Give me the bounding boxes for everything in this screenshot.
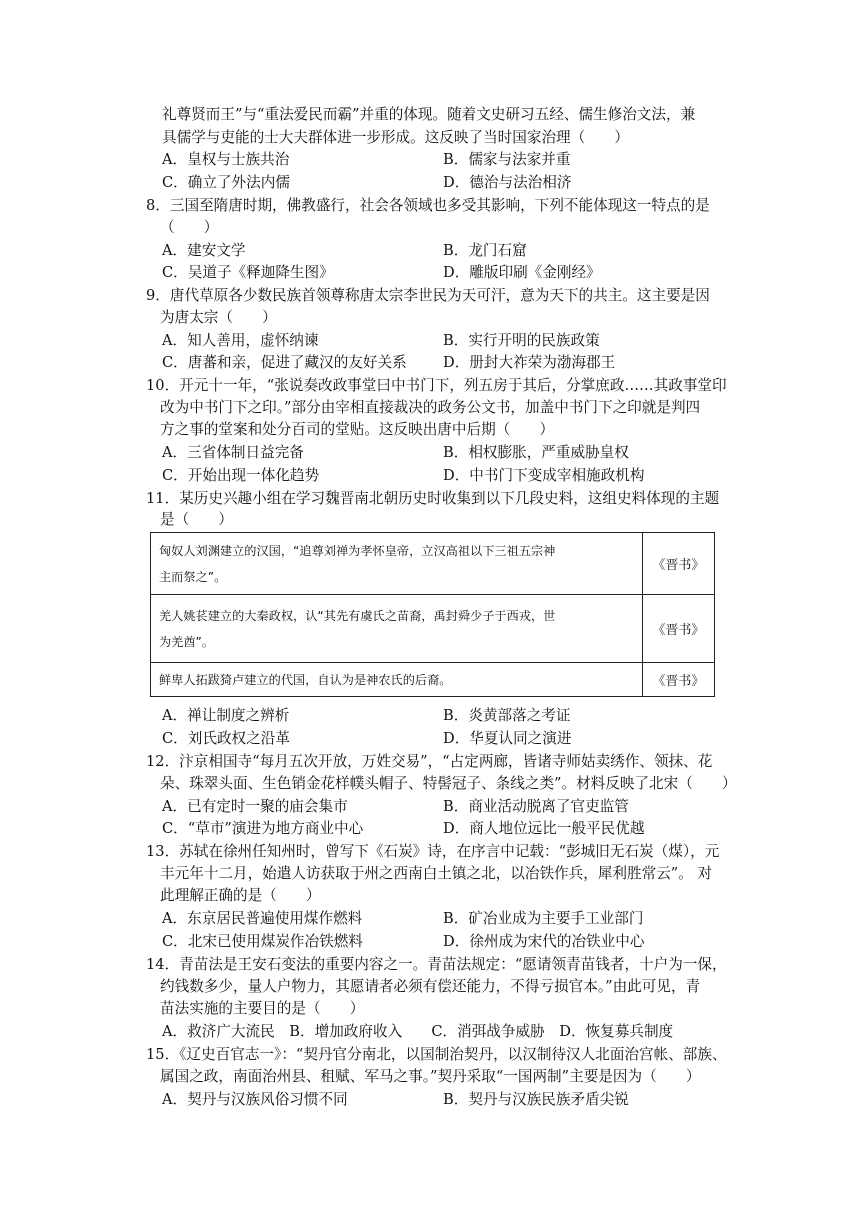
q9-line-1: 9．唐代草原各少数民族首领尊称唐太宗李世民为天可汗，意为天下的共主。这主要是因 [146,287,710,304]
source-text [151,663,643,697]
source-text-line: 匈奴人刘渊建立的汉国，“追尊刘禅为孝怀皇帝，立汉高祖以下三祖五宗神 [159,543,556,558]
q7-option-a: A．皇权与士族共治 [162,151,290,168]
q7-line-1: 礼尊贤而王”与“重法爱民而霸”并重的体现。随着文史研习五经、儒生修治文法，兼 [162,106,696,123]
table-row [151,595,715,663]
source-citation: 《晋书》 [642,595,714,663]
q7-option-d: D．德治与法治相济 [443,174,572,191]
q9-option-b: B．实行开明的民族政策 [443,332,600,349]
table-row [151,663,715,697]
q14-options: A．救济广大流民 B．增加政府收入 C．消弭战争威胁 D．恢复募兵制度 [162,1023,674,1040]
q11-line-1: 11．某历史兴趣小组在学习魏晋南北朝历史时收集到以下几段史料，这组史料体现的主题 [146,490,720,507]
q13-line-3: 此理解正确的是（ ） [160,887,321,904]
q14-line-3: 苗法实施的主要目的是（ ） [160,1000,365,1017]
q8-line-2: （ ） [160,219,219,236]
q9-line-2: 为唐太宗（ ） [160,309,277,326]
q7-line-2: 具儒学与吏能的士大夫群体进一步形成。这反映了当时国家治理（ ） [162,129,630,146]
q10-line-3: 方之事的堂案和处分百司的堂贴。这反映出唐中后期（ ） [160,421,555,438]
q13-option-c: C．北宋已使用煤炭作冶铁燃料 [162,933,363,950]
q12-option-b: B．商业活动脱离了官吏监管 [443,798,629,815]
q12-line-2: 朵、珠翠头面、生色销金花样幞头帽子、特髻冠子、条线之类”。材料反映了北宋（ ） [160,775,737,792]
q10-option-d: D．中书门下变成宰相施政机构 [443,467,645,484]
source-text-line: 鲜卑人拓跋猗卢建立的代国，自认为是神农氏的后裔。 [159,672,452,687]
q8-option-d: D．雕版印刷《金刚经》 [443,264,601,281]
source-text-line: 羌人姚苌建立的大秦政权，认“其先有虞氏之苗裔，禹封舜少子于西戎，世 [159,608,556,623]
q9-option-a: A．知人善用，虚怀纳谏 [162,332,319,349]
q13-option-a: A．东京居民普遍使用煤作燃料 [162,910,363,927]
q12-option-a: A．已有定时一聚的庙会集市 [162,798,348,815]
q10-option-a: A．三省体制日益完备 [162,444,304,461]
q15-line-2: 属国之政，南面治州县、租赋、军马之事。”契丹采取“一国两制”主要是因为（ ） [160,1068,701,1085]
q12-option-d: D．商人地位远比一般平民优越 [443,820,645,837]
q15-line-1: 15．《辽史百官志一》：“契丹官分南北，以国制治契丹，以汉制待汉人北面治宫帐、部族、 [146,1046,727,1063]
q13-line-2: 丰元年十二月，始遣人访获取于州之西南白土镇之北，以冶铁作兵，犀利胜常云”。 对 [160,865,713,882]
source-citation: 《晋书》 [642,533,714,595]
q11-option-d: D．华夏认同之演进 [443,730,572,747]
q13-option-b: B．矿冶业成为主要手工业部门 [443,910,644,927]
q7-option-b: B．儒家与法家并重 [443,151,571,168]
q13-option-d: D．徐州成为宋代的冶铁业中心 [443,933,645,950]
q8-option-a: A．建安文学 [162,242,246,259]
q14-line-1: 14．青苗法是王安石变法的重要内容之一。青苗法规定：“愿请领青苗钱者，十户为一保， [146,956,727,973]
q10-line-1: 10．开元十一年，“张说奏改政事堂曰中书门下，列五房于其后，分掌庶政……其政事堂印 [146,377,727,394]
source-citation: 《晋书》 [642,663,714,697]
q15-option-b: B．契丹与汉族民族矛盾尖锐 [443,1091,629,1108]
q11-option-b: B．炎黄部落之考证 [443,707,571,724]
q11-source-table [150,532,715,697]
q8-option-c: C．吴道子《释迦降生图》 [162,264,334,281]
source-text-line: 主而祭之”。 [159,569,227,584]
q14-line-2: 约钱数多少，量人户物力，其愿请者必须有偿还能力，不得亏损官本。”由此可见，青 [160,978,701,995]
q7-option-c: C．确立了外法内儒 [162,174,290,191]
q9-option-d: D．册封大祚荣为渤海郡王 [443,354,616,371]
source-text [151,533,643,595]
table-row [151,533,715,595]
q10-option-c: C．开始出现一体化趋势 [162,467,320,484]
q13-line-1: 13．苏轼在徐州任知州时，曾写下《石炭》诗，在序言中记载：“彭城旧无石炭（煤），元 [146,843,720,860]
q15-option-a: A．契丹与汉族风俗习惯不同 [162,1091,348,1108]
q12-line-1: 12．汴京相国寺“每月五次开放，万姓交易”，“占定两廊，皆诸寺师姑卖绣作、领抹、花 [146,753,713,770]
source-text-line: 为羌酋”。 [159,634,215,649]
q11-line-2: 是（ ） [160,511,233,528]
q11-option-c: C．刘氏政权之沿革 [162,730,290,747]
q9-option-c: C．唐蕃和亲，促进了藏汉的友好关系 [162,354,407,371]
q10-option-b: B．相权膨胀，严重威胁皇权 [443,444,629,461]
q8-option-b: B．龙门石窟 [443,242,527,259]
q11-option-a: A．禅让制度之辨析 [162,707,290,724]
q12-option-c: C．“草市”演进为地方商业中心 [162,820,364,837]
q8-line-1: 8．三国至隋唐时期，佛教盛行，社会各领域也多受其影响，下列不能体现这一特点的是 [146,197,710,214]
q10-line-2: 改为中书门下之印。”部分由宰相直接裁决的政务公文书，加盖中书门下之印就是判四 [160,399,701,416]
source-text [151,595,643,663]
